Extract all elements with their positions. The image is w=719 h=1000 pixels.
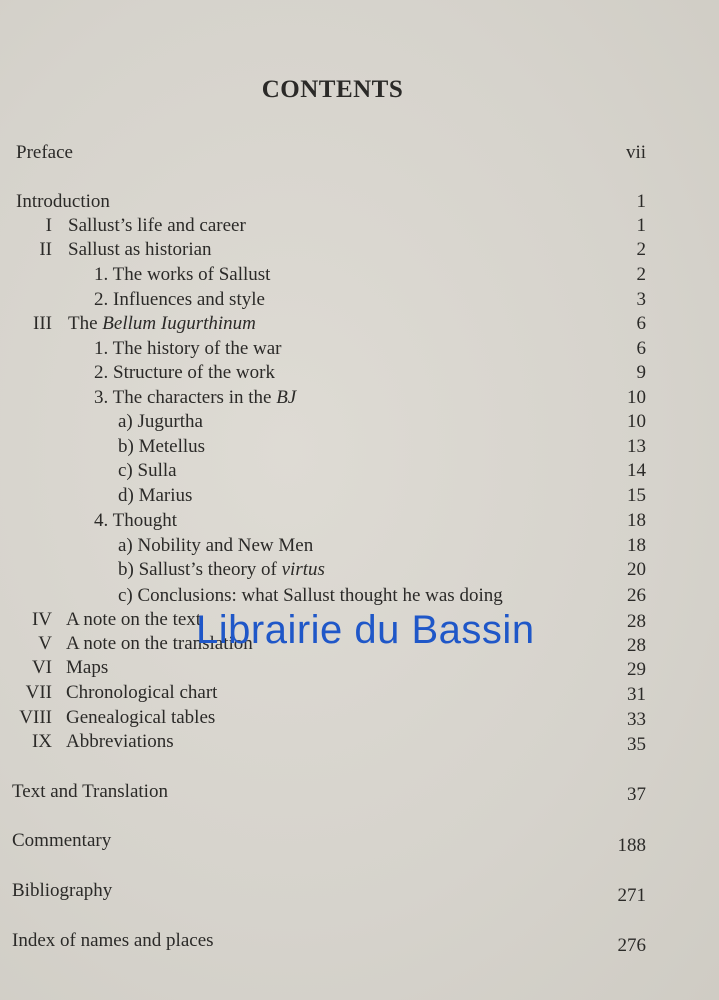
toc-entry-page-number: 2 — [636, 239, 646, 260]
toc-entry-label — [16, 141, 73, 165]
toc-entry-page-number: 1 — [636, 191, 646, 212]
toc-entry — [0, 780, 719, 804]
toc-entry-label-text: 2. Influences and style — [94, 289, 265, 310]
toc-entry-numeral: VII — [25, 682, 52, 703]
toc-entry-page-number: 276 — [617, 935, 646, 956]
toc-entry-numeral: IV — [31, 609, 52, 630]
toc-entry-label — [66, 608, 201, 632]
toc-entry-label-italic: Bellum Iugurthinum — [102, 313, 256, 334]
toc-entry — [0, 435, 719, 459]
toc-entry-label — [118, 435, 205, 459]
toc-entry-label-text: A note on the translation — [66, 633, 253, 654]
toc-entry-page-number: 29 — [627, 659, 646, 680]
toc-entry-label — [118, 459, 177, 483]
toc-entry — [0, 730, 719, 754]
toc-entry-label-text: Sallust’s life and career — [68, 215, 246, 236]
toc-entry-numeral: VI — [31, 657, 52, 678]
toc-entry — [0, 263, 719, 287]
toc-entry-numeral: III — [33, 313, 52, 334]
toc-entry-label-text: d) Marius — [118, 485, 193, 506]
toc-entry-label — [12, 829, 111, 853]
toc-entry-label — [68, 312, 256, 336]
page-title: CONTENTS — [261, 76, 404, 103]
toc-entry-label — [12, 879, 112, 903]
toc-entry-label — [12, 780, 168, 804]
toc-entry-label-text: Index of names and places — [12, 930, 214, 951]
toc-entry-label — [68, 214, 246, 238]
toc-entry-label-text: Sallust as historian — [68, 239, 212, 260]
toc-entry-label-text: A note on the text — [66, 609, 202, 630]
toc-entry-page-number: 1 — [636, 215, 646, 236]
toc-entry-page-number: 6 — [636, 313, 646, 334]
toc-entry — [0, 509, 719, 533]
toc-entry-label-text: b) Metellus — [118, 436, 206, 457]
toc-entry-label-text: The — [68, 313, 103, 334]
toc-entry-label-text: Chronological chart — [66, 682, 218, 703]
toc-entry-label — [118, 534, 313, 558]
toc-entry-label — [68, 238, 212, 262]
toc-entry — [0, 656, 719, 680]
toc-entry-label-text: c) Sulla — [118, 460, 177, 481]
toc-entry-page-number: 9 — [636, 362, 646, 383]
toc-entry — [0, 288, 719, 312]
toc-entry-numeral: II — [39, 239, 52, 260]
toc-entry — [0, 312, 719, 336]
toc-entry — [0, 829, 719, 856]
toc-entry-page-number: 15 — [627, 485, 646, 506]
toc-entry — [0, 879, 719, 906]
toc-entry-label-italic: virtus — [281, 559, 325, 580]
toc-entry-page-number: 6 — [636, 338, 646, 359]
toc-entry — [0, 459, 719, 483]
toc-entry-label — [94, 386, 296, 410]
toc-entry — [0, 386, 719, 410]
toc-entry-label-text: Genealogical tables — [66, 707, 216, 728]
toc-entry-label-text: 1. The history of the war — [94, 338, 282, 359]
toc-entry-label-text: b) Sallust’s theory of — [118, 559, 282, 580]
toc-entry-page-number: 14 — [627, 460, 646, 481]
toc-entry — [0, 681, 719, 705]
toc-entry-label-text: 4. Thought — [94, 510, 178, 531]
toc-entry — [0, 558, 719, 582]
toc-entry — [0, 410, 719, 434]
toc-entry-label-text: a) Jugurtha — [118, 411, 203, 432]
toc-entry-page-number: 26 — [627, 585, 646, 606]
toc-entry-numeral: IX — [31, 731, 52, 752]
toc-entry-label — [94, 361, 275, 385]
toc-entry-page-number: 188 — [617, 835, 646, 856]
toc-entry-page-number: 10 — [627, 387, 646, 408]
toc-entry-label — [94, 263, 270, 287]
toc-entry-page-number: 3 — [636, 289, 646, 310]
toc-entry-label — [94, 509, 177, 533]
toc-entry-label-text: Commentary — [12, 830, 112, 851]
toc-entry — [0, 361, 719, 385]
toc-entry-page-number: 13 — [627, 436, 646, 457]
toc-entry-page-number: 18 — [627, 510, 646, 531]
toc-entry-label-text: Bibliography — [12, 880, 113, 901]
toc-entry-label-text: c) Conclusions: what Sallust thought he was doing — [118, 585, 503, 606]
toc-entry — [0, 214, 719, 238]
toc-entry — [0, 141, 719, 165]
toc-entry-page-number: 35 — [627, 734, 646, 755]
toc-entry-page-number: 20 — [627, 559, 646, 580]
toc-entry-page-number: vii — [625, 142, 646, 163]
toc-entry-label-text: Preface — [16, 142, 73, 163]
toc-entry-page-number: 31 — [627, 684, 646, 705]
toc-entry-page-number: 2 — [636, 264, 646, 285]
toc-entry-label — [66, 681, 217, 705]
toc-entry — [0, 706, 719, 730]
toc-entry-label-text: Abbreviations — [66, 731, 174, 752]
toc-entry — [0, 190, 719, 214]
toc-entry — [0, 484, 719, 508]
toc-entry-label-text: 2. Structure of the work — [94, 362, 275, 383]
toc-entry-page-number: 28 — [627, 635, 646, 656]
toc-entry-page-number: 271 — [617, 885, 646, 906]
toc-entry-page-number: 10 — [627, 411, 646, 432]
toc-entry-label — [12, 929, 214, 953]
toc-entry-label — [66, 656, 108, 680]
watermark-text: Librairie du Bassin — [196, 608, 535, 652]
toc-entry-page-number: 33 — [627, 709, 646, 730]
toc-entry — [0, 584, 719, 608]
toc-entry — [0, 238, 719, 262]
toc-entry-page-number: 18 — [627, 535, 646, 556]
toc-entry-numeral: VIII — [19, 707, 52, 728]
toc-entry-label-text: Maps — [66, 657, 109, 678]
toc-entry-label-italic: BJ — [276, 387, 297, 408]
toc-entry-label — [118, 410, 203, 434]
toc-entry-page-number: 28 — [627, 611, 646, 632]
toc-entry-label-text: 3. The characters in the — [94, 387, 277, 408]
toc-entry-numeral: I — [45, 215, 52, 236]
toc-entry-label-text: Introduction — [16, 191, 110, 212]
toc-entry — [0, 929, 719, 956]
toc-entry-label — [66, 730, 174, 754]
toc-entry-label — [66, 706, 215, 730]
toc-entry-label — [118, 584, 503, 608]
toc-entry-label-text: Text and Translation — [12, 781, 168, 802]
toc-entry-label — [118, 558, 325, 582]
toc-entry — [0, 534, 719, 558]
toc-entry-page-number: 37 — [627, 784, 646, 805]
toc-entry-label-text: 1. The works of Sallust — [94, 264, 271, 285]
toc-entry-label-text: a) Nobility and New Men — [118, 535, 314, 556]
toc-entry — [0, 337, 719, 361]
toc-entry-label — [118, 484, 192, 508]
toc-entry-label — [94, 337, 282, 361]
toc-entry-label — [94, 288, 265, 312]
toc-entry-numeral: V — [38, 633, 52, 654]
toc-entry-label — [16, 190, 110, 214]
